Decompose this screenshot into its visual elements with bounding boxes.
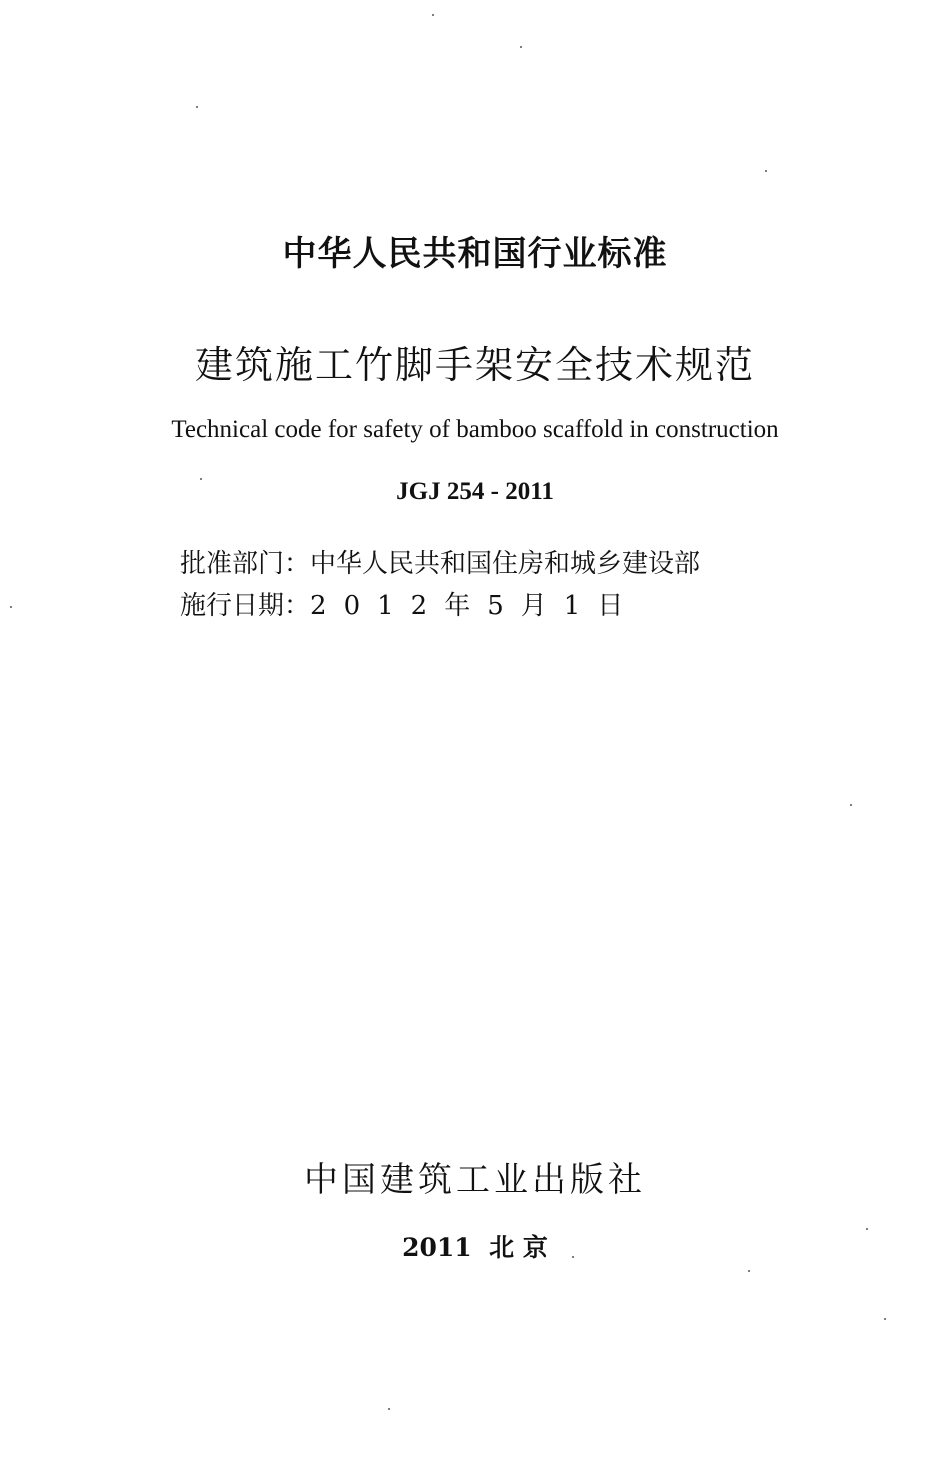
approval-department-row [180, 543, 700, 580]
date-part: 日 [597, 591, 624, 621]
scan-speck [432, 14, 434, 16]
scan-speck [866, 1228, 868, 1230]
date-part: 1 [563, 591, 581, 621]
date-part: 5 [487, 591, 504, 621]
scan-speck [884, 1318, 886, 1320]
publication-year-city [0, 1228, 950, 1264]
date-part: 年 [444, 591, 471, 621]
date-part: 2 [310, 591, 327, 621]
date-part: 2 [410, 591, 428, 621]
title-english: Technical code for safety of bamboo scaffold in construction [171, 416, 779, 443]
date-value [310, 591, 640, 621]
scan-speck [520, 46, 522, 48]
scan-speck [748, 1270, 750, 1272]
scan-speck [200, 478, 202, 480]
date-part: 月 [520, 591, 547, 621]
standard-type-header: 中华人民共和国行业标准 [282, 234, 668, 274]
scan-speck [10, 606, 12, 608]
scan-speck [572, 1256, 574, 1258]
date-part: 0 [343, 591, 361, 621]
approval-value: 中华人民共和国住房和城乡建设部 [310, 549, 701, 579]
publisher-name: 中国建筑工业出版社 [304, 1160, 646, 1200]
effective-date-row [180, 585, 640, 622]
date-part: 1 [377, 591, 394, 621]
approval-label: 批准部门： [180, 549, 311, 579]
date-label: 施行日期： [180, 591, 311, 621]
title-chinese: 建筑施工竹脚手架安全技术规范 [194, 343, 755, 387]
scan-speck [196, 106, 198, 108]
scan-speck [850, 804, 852, 806]
scan-speck [388, 1408, 390, 1410]
publication-city: 北 京 [489, 1233, 548, 1262]
scan-speck [765, 170, 767, 172]
standard-code: JGJ 254 - 2011 [396, 478, 554, 505]
publication-year: 2011 [402, 1233, 472, 1262]
